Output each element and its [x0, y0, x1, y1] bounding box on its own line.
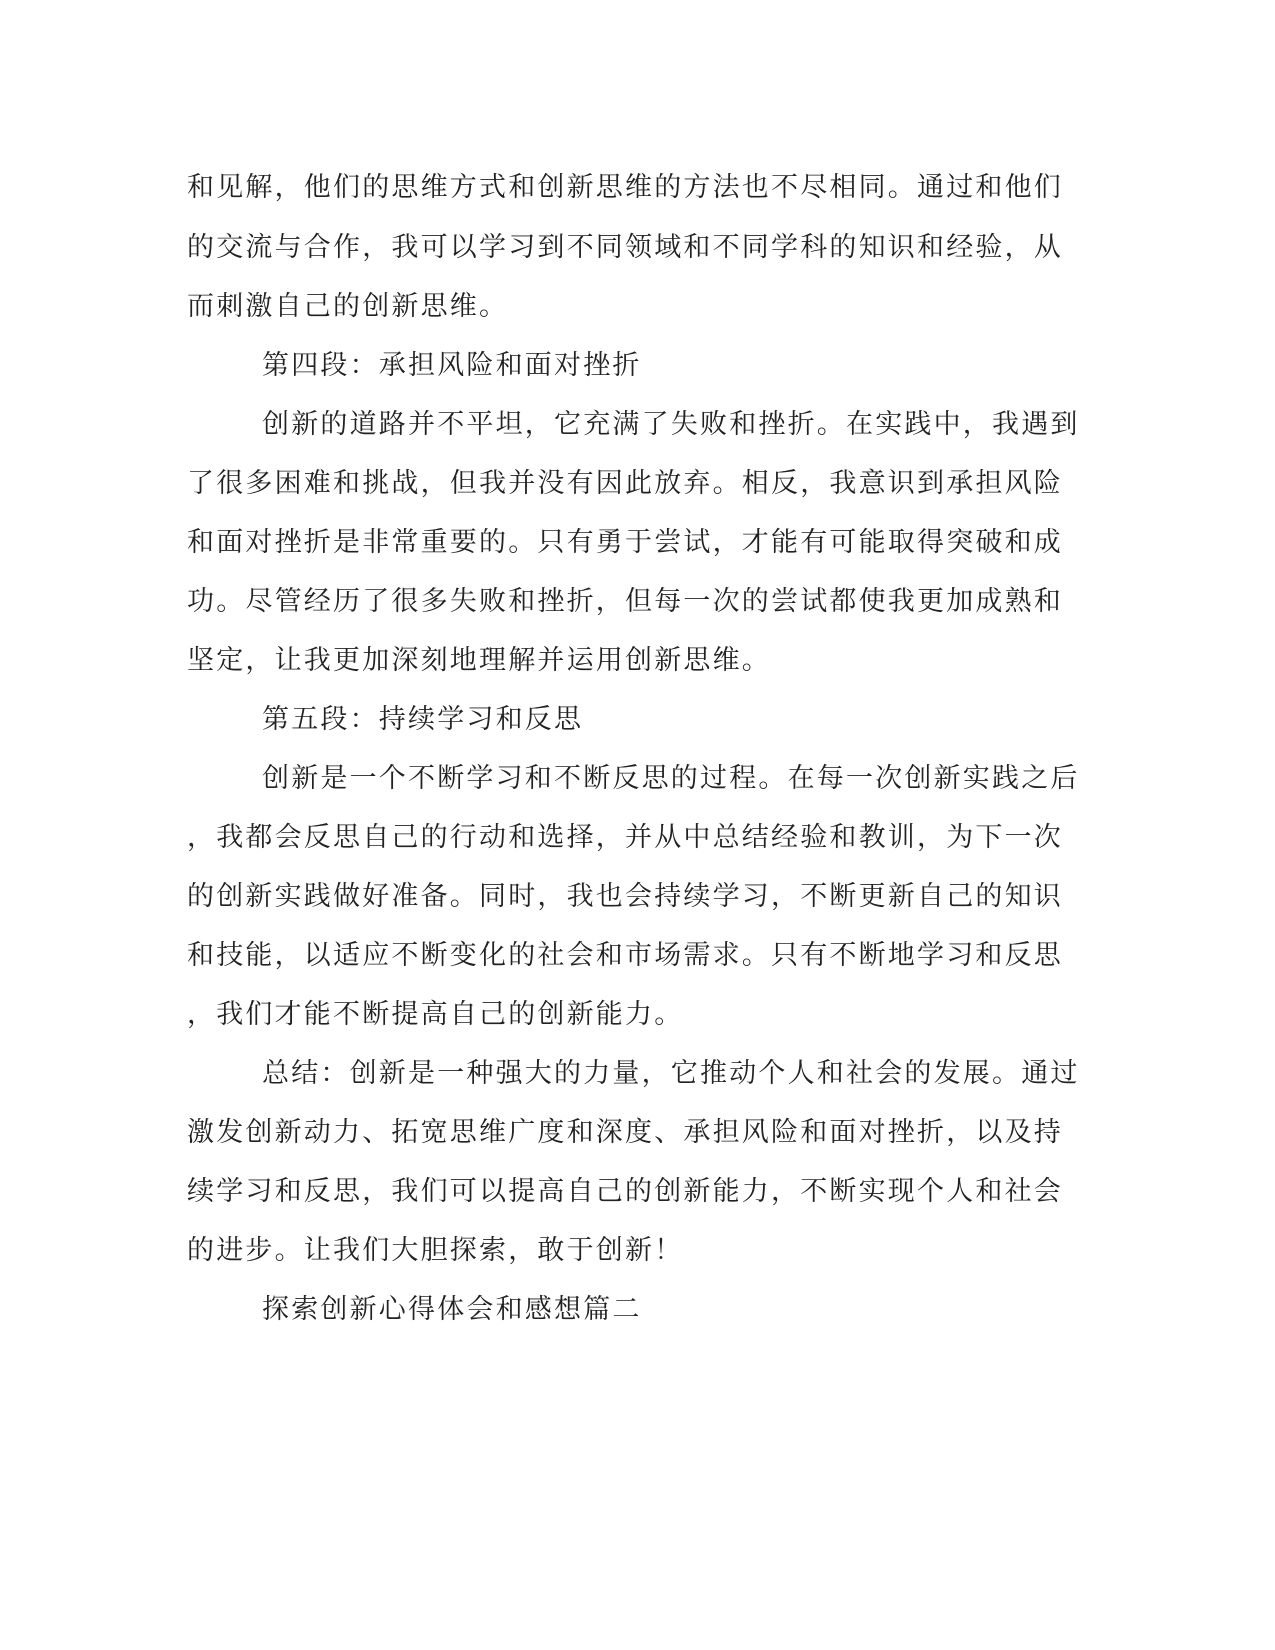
- summary-line: 的进步。让我们大胆探索，敢于创新！: [187, 1235, 684, 1266]
- summary-line: 总结：创新是一种强大的力量，它推动个人和社会的发展。通过: [262, 1058, 1080, 1089]
- article-title-part-two: 探索创新心得体会和感想篇二: [262, 1294, 642, 1325]
- paragraph-line: 和见解，他们的思维方式和创新思维的方法也不尽相同。通过和他们: [187, 172, 1063, 203]
- paragraph-line: 了很多困难和挑战，但我并没有因此放弃。相反，我意识到承担风险: [187, 468, 1063, 499]
- paragraph-line: 和面对挫折是非常重要的。只有勇于尝试，才能有可能取得突破和成: [187, 527, 1063, 558]
- paragraph-line: 和技能，以适应不断变化的社会和市场需求。只有不断地学习和反思: [187, 940, 1063, 971]
- paragraph-line: 的创新实践做好准备。同时，我也会持续学习，不断更新自己的知识: [187, 881, 1063, 912]
- paragraph-line: ，我们才能不断提高自己的创新能力。: [187, 999, 684, 1030]
- summary-line: 续学习和反思，我们可以提高自己的创新能力，不断实现个人和社会: [187, 1176, 1063, 1207]
- paragraph-line: 功。尽管经历了很多失败和挫折，但每一次的尝试都使我更加成熟和: [187, 586, 1063, 617]
- section-heading-4: 第四段：承担风险和面对挫折: [262, 350, 642, 381]
- section-heading-5: 第五段：持续学习和反思: [262, 704, 584, 735]
- paragraph-line: 的交流与合作，我可以学习到不同领域和不同学科的知识和经验，从: [187, 232, 1063, 263]
- paragraph-line: ，我都会反思自己的行动和选择，并从中总结经验和教训，为下一次: [187, 822, 1063, 853]
- paragraph-line: 创新的道路并不平坦，它充满了失败和挫折。在实践中，我遇到: [262, 409, 1080, 440]
- paragraph-line: 创新是一个不断学习和不断反思的过程。在每一次创新实践之后: [262, 763, 1080, 794]
- paragraph-line: 而刺激自己的创新思维。: [187, 291, 509, 322]
- summary-line: 激发创新动力、拓宽思维广度和深度、承担风险和面对挫折，以及持: [187, 1117, 1063, 1148]
- paragraph-line: 坚定，让我更加深刻地理解并运用创新思维。: [187, 645, 771, 676]
